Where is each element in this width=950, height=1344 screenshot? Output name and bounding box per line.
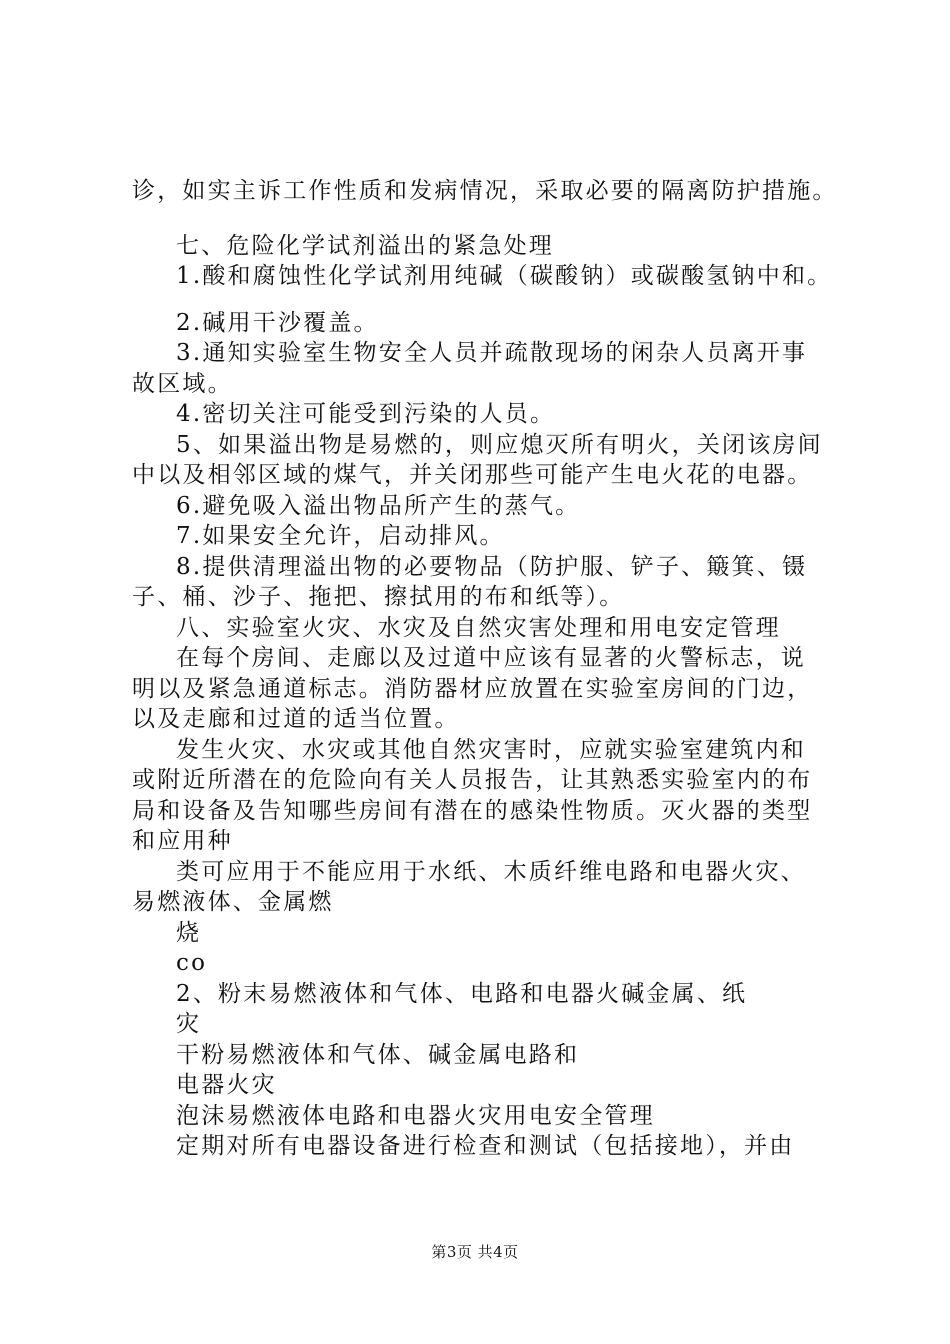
text-line: 定期对所有电器设备进行检查和测试（包括接地），并由 bbox=[176, 1133, 795, 1159]
text-line: 电器火灾 bbox=[176, 1072, 277, 1098]
text-line: 局和设备及告知哪些房间有潜在的感染性物质。灭火器的类型 bbox=[132, 797, 813, 824]
text-line: 干粉易燃液体和气体、碱金属电路和 bbox=[176, 1041, 580, 1068]
text-line: 故区域。 bbox=[132, 370, 233, 397]
text-line: 3.通知实验室生物安全人员并疏散现场的闲杂人员离开事 bbox=[176, 340, 808, 366]
text-line: 或附近所潜在的危险向有关人员报告，让其熟悉实验室内的布 bbox=[132, 767, 813, 793]
text-line: 明以及紧急通道标志。消防器材应放置在实验室房间的门边， bbox=[132, 675, 813, 702]
text-line: 2.碱用干沙覆盖。 bbox=[176, 309, 379, 336]
text-line: 4.密切关注可能受到污染的人员。 bbox=[176, 401, 556, 427]
section-heading-7: 七、危险化学试剂溢出的紧急处理 bbox=[176, 232, 554, 259]
text-line: 易燃液体、金属燃 bbox=[132, 889, 334, 915]
text-line: 中以及相邻区域的煤气，并关闭那些可能产生电火花的电器。 bbox=[132, 462, 813, 488]
text-line: 诊，如实主诉工作性质和发病情况，采取必要的隔离防护措施。 bbox=[132, 178, 838, 204]
text-line: 1.酸和腐蚀性化学试剂用纯碱（碳酸钠）或碳酸氢钠中和。 bbox=[176, 263, 833, 289]
text-line: 在每个房间、走廊以及过道中应该有显著的火警标志，说 bbox=[176, 645, 806, 671]
text-line: 2、粉末易燃液体和气体、电路和电器火碱金属、纸 bbox=[176, 980, 748, 1007]
document-body bbox=[132, 176, 837, 1162]
text-line: 以及走廊和过道的适当位置。 bbox=[132, 706, 460, 732]
text-line: 6.避免吸入溢出物品所产生的蒸气。 bbox=[176, 492, 581, 519]
section-heading-8: 八、实验室火灾、水灾及自然灾害处理和用电安定管理 bbox=[176, 614, 781, 641]
text-line: 泡沫易燃液体电路和电器火灾用电安全管理 bbox=[176, 1102, 655, 1129]
page-number: 第3页 共4页 bbox=[431, 1243, 519, 1261]
text-line: 5、如果溢出物是易燃的，则应熄灭所有明火，关闭该房间 bbox=[176, 431, 823, 458]
text-line: 类可应用于不能应用于水纸、木质纤维电路和电器火灾、 bbox=[176, 858, 806, 885]
text-line: 烧 bbox=[176, 919, 202, 946]
text-line: 8.提供清理溢出物的必要物品（防护服、铲子、簸箕、镊 bbox=[176, 553, 808, 580]
text-line: co bbox=[176, 950, 208, 976]
text-line: 发生火灾、水灾或其他自然灾害时，应就实验室建筑内和 bbox=[176, 736, 806, 763]
text-line: 灾 bbox=[176, 1011, 202, 1037]
text-line: 和应用种 bbox=[132, 828, 233, 854]
text-line: 子、桶、沙子、拖把、擦拭用的布和纸等）。 bbox=[132, 584, 625, 610]
text-line: 7.如果安全允许，启动排风。 bbox=[176, 523, 505, 549]
